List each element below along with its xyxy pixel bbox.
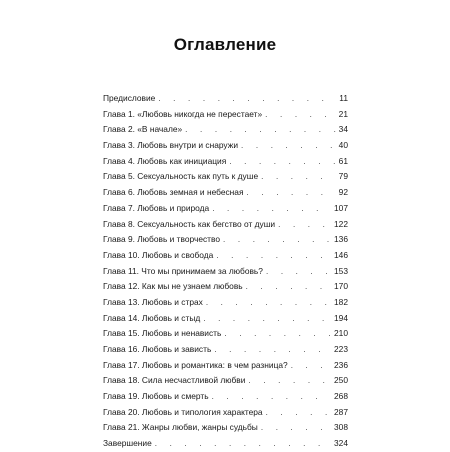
dot-leader <box>278 217 331 233</box>
toc-entry-title: Глава 13. Любовь и страх <box>103 295 206 311</box>
toc-entry-title: Глава 18. Сила несчастливой любви <box>103 373 248 389</box>
dot-leader <box>212 389 331 405</box>
dot-leader <box>206 295 331 311</box>
toc-entry-page-number: 92 <box>336 185 348 201</box>
toc-entry-page-number: 21 <box>336 107 348 123</box>
dot-leader <box>223 232 331 248</box>
toc-entry-page-number: 107 <box>331 201 348 217</box>
dot-leader <box>155 436 331 452</box>
toc-entry <box>103 91 348 107</box>
toc-entry <box>103 295 348 311</box>
toc-entry <box>103 217 348 233</box>
toc-entry-page-number: 324 <box>331 436 348 452</box>
toc-entry-page-number: 61 <box>336 154 348 170</box>
toc-entry-page-number: 268 <box>331 389 348 405</box>
toc-entry-title: Глава 4. Любовь как инициация <box>103 154 229 170</box>
toc-entry <box>103 389 348 405</box>
toc-entry-title: Глава 6. Любовь земная и небесная <box>103 185 247 201</box>
dot-leader <box>229 154 335 170</box>
dot-leader <box>158 91 336 107</box>
dot-leader <box>224 326 331 342</box>
dot-leader <box>214 342 331 358</box>
toc-entry-page-number: 34 <box>336 122 348 138</box>
toc-entry-page-number: 210 <box>331 326 348 342</box>
toc-entry-title: Глава 12. Как мы не узнаем любовь <box>103 279 246 295</box>
toc-entry-page-number: 170 <box>331 279 348 295</box>
dot-leader <box>266 264 331 280</box>
toc-entry-title: Глава 16. Любовь и зависть <box>103 342 214 358</box>
toc-entry-page-number: 136 <box>331 232 348 248</box>
dot-leader <box>261 169 336 185</box>
dot-leader <box>246 279 331 295</box>
toc-entry-title: Глава 21. Жанры любви, жанры судьбы <box>103 420 261 436</box>
toc-entry-title: Глава 15. Любовь и ненависть <box>103 326 224 342</box>
dot-leader <box>241 138 336 154</box>
toc-entry <box>103 326 348 342</box>
toc-entry-title: Глава 11. Что мы принимаем за любовь? <box>103 264 266 280</box>
toc-entry-title: Глава 17. Любовь и романтика: в чем разница? <box>103 358 291 374</box>
toc-entry <box>103 154 348 170</box>
toc-entry <box>103 342 348 358</box>
table-of-contents <box>103 91 348 452</box>
toc-entry <box>103 311 348 327</box>
toc-entry-page-number: 40 <box>336 138 348 154</box>
toc-entry-title: Глава 20. Любовь и типология характера <box>103 405 266 421</box>
dot-leader <box>248 373 331 389</box>
toc-entry-page-number: 153 <box>331 264 348 280</box>
toc-entry-page-number: 122 <box>331 217 348 233</box>
dot-leader <box>247 185 336 201</box>
dot-leader <box>266 405 331 421</box>
toc-entry-page-number: 223 <box>331 342 348 358</box>
toc-entry-title: Глава 2. «В начале» <box>103 122 185 138</box>
dot-leader <box>261 420 331 436</box>
dot-leader <box>185 122 336 138</box>
toc-entry-title: Глава 8. Сексуальность как бегство от души <box>103 217 278 233</box>
toc-entry-title: Глава 10. Любовь и свобода <box>103 248 216 264</box>
toc-entry-title: Глава 1. «Любовь никогда не перестает» <box>103 107 265 123</box>
toc-entry-page-number: 79 <box>336 169 348 185</box>
toc-entry <box>103 201 348 217</box>
toc-entry-title: Глава 7. Любовь и природа <box>103 201 212 217</box>
toc-entry-page-number: 250 <box>331 373 348 389</box>
toc-entry <box>103 358 348 374</box>
dot-leader <box>212 201 331 217</box>
toc-entry <box>103 138 348 154</box>
toc-entry-page-number: 287 <box>331 405 348 421</box>
toc-entry-page-number: 182 <box>331 295 348 311</box>
toc-entry <box>103 122 348 138</box>
toc-entry-title: Завершение <box>103 436 155 452</box>
toc-entry-title: Предисловие <box>103 91 158 107</box>
toc-entry <box>103 405 348 421</box>
toc-entry-page-number: 236 <box>331 358 348 374</box>
dot-leader <box>291 358 331 374</box>
dot-leader <box>203 311 331 327</box>
toc-entry <box>103 232 348 248</box>
toc-entry-page-number: 146 <box>331 248 348 264</box>
page-title: Оглавление <box>173 35 277 54</box>
toc-entry-title: Глава 5. Сексуальность как путь к душе <box>103 169 261 185</box>
toc-entry-page-number: 11 <box>336 91 348 107</box>
toc-entry-page-number: 308 <box>331 420 348 436</box>
toc-entry <box>103 436 348 452</box>
toc-entry-title: Глава 9. Любовь и творчество <box>103 232 223 248</box>
toc-entry <box>103 248 348 264</box>
toc-entry <box>103 169 348 185</box>
toc-entry <box>103 107 348 123</box>
toc-entry <box>103 279 348 295</box>
dot-leader <box>265 107 336 123</box>
dot-leader <box>216 248 331 264</box>
toc-entry <box>103 420 348 436</box>
toc-entry <box>103 373 348 389</box>
toc-entry <box>103 264 348 280</box>
toc-entry-title: Глава 3. Любовь внутри и снаружи <box>103 138 241 154</box>
toc-entry-title: Глава 19. Любовь и смерть <box>103 389 212 405</box>
toc-entry-page-number: 194 <box>331 311 348 327</box>
toc-entry <box>103 185 348 201</box>
toc-entry-title: Глава 14. Любовь и стыд <box>103 311 203 327</box>
